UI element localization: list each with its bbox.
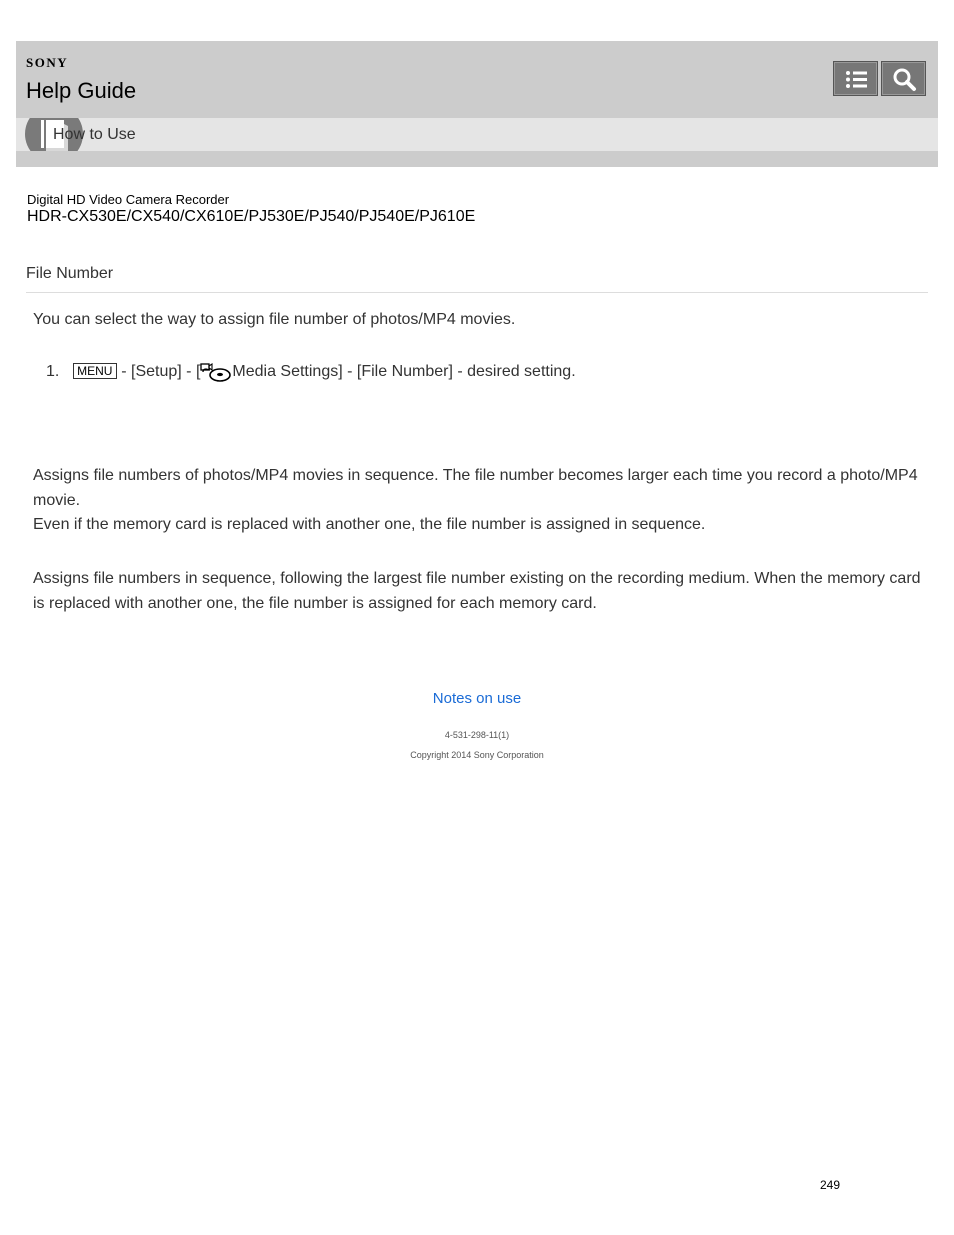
product-models: HDR-CX530E/CX540/CX610E/PJ530E/PJ540/PJ540E/PJ610E	[27, 208, 476, 225]
guide-title: Help Guide	[26, 78, 137, 103]
copyright: Copyright 2014 Sony Corporation	[410, 750, 544, 760]
title-divider	[26, 292, 928, 293]
page-number: 249	[820, 1178, 841, 1192]
product-category: Digital HD Video Camera Recorder	[27, 192, 230, 207]
sony-logo: SONY	[26, 55, 69, 70]
search-icon	[882, 62, 927, 97]
doc-code: 4-531-298-11(1)	[444, 730, 510, 740]
series-description: Assigns file numbers of photos/MP4 movies in sequence. The file number becomes larger each time you record a photo/MP4 movie.	[33, 467, 918, 509]
step-number: 1.	[46, 363, 60, 380]
section-label: How to Use	[53, 126, 136, 143]
search-button[interactable]	[881, 61, 926, 96]
intro-text: You can select the way to assign file number of photos/MP4 movies.	[33, 311, 516, 328]
media-settings-icon	[200, 360, 232, 382]
header-bar	[16, 41, 938, 118]
menu-button-icon: MENU	[73, 363, 117, 379]
header-strip	[16, 151, 938, 167]
section-nav[interactable]	[16, 118, 938, 151]
notes-on-use-link[interactable]: Notes on use	[432, 690, 522, 707]
page-title: File Number	[26, 265, 114, 282]
toc-button[interactable]	[833, 61, 878, 96]
list-icon	[834, 62, 879, 97]
step-text-b: Media Settings] - [File Number] - desired setting.	[232, 363, 576, 380]
reset-description: Assigns file numbers in sequence, following the largest file number existing on the recording medium. When the memory card is replaced with another one, the file number is assigned for each memory card.	[33, 570, 921, 612]
series-note: Even if the memory card is replaced with another one, the file number is assigned in sequence.	[33, 516, 706, 533]
step-1	[46, 360, 576, 382]
step-text-a: - [Setup] - [	[121, 363, 201, 380]
